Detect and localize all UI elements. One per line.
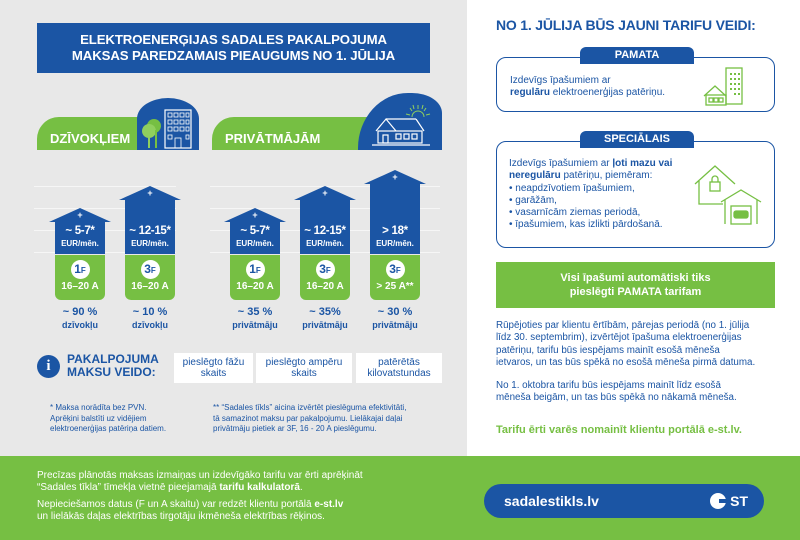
price-unit: EUR/mēn. [131,239,169,248]
footnote-connection: ** “Sadales tīkls” aicina izvērtēt pieslēguma efektivitāti, tā samazinot maksu par pakalpojumu. Lielākajai daļai privātmāju pietiek ar 3F, 16 - 20 A pieslēgumu. [213,403,407,433]
connection-box [55,255,105,300]
price-value: ~ 12-15* [304,225,346,237]
list-item: • neapdzīvotiem īpašumiem, [509,182,635,194]
connection-box [300,255,350,300]
apartment-building-trees-icon [137,98,199,150]
fee-chip-amperes: pieslēgto ampēru skaits [256,353,352,383]
plus-icon: + [392,172,398,182]
info-icon: i [37,355,60,378]
tariff-types-title: NO 1. JŪLIJA BŪS JAUNI TARIFU VEIDI: [496,17,756,33]
price-bar [230,222,280,254]
plus-icon: + [322,188,328,198]
phase-badge: 3F [141,260,160,279]
headline-line2: MAKSAS PAREDZAMAIS PIEAUGUMS NO 1. JŪLIJA [71,48,396,63]
price-value: ~ 12-15* [129,225,171,237]
list-item: • īpašumiem, kas izlikti pārdošanā. [509,219,663,231]
website-url[interactable]: sadalestikls.lv [504,493,599,509]
share-label: ~ 35 % privātmāju [232,306,278,330]
transition-paragraph: Rūpējoties par klientu ērtībām, pārejas periodā (no 1. jūlija līdz 30. septembrim), izvērtējot īpašuma elektroenerģijas patēriņu, tarifu būs iespējams mainīt esošā mēneša ietvaros, un tas būs spēkā no esošā mēneša pirmā datuma. [496,320,756,368]
st-logo-icon [710,493,726,509]
list-item: • garāžām, [509,194,557,206]
price-bar [125,200,175,254]
house-sun-icon [358,93,442,150]
connection-box [370,255,420,300]
share-label: ~ 35% privātmāju [302,306,348,330]
fee-types-title: PAKALPOJUMA MAKSU VEIDO: [67,352,159,379]
plus-icon: + [252,210,258,220]
price-value: ~ 5-7* [240,225,270,237]
price-unit: EUR/mēn. [376,239,414,248]
fee-chip-phases: pieslēgto fāžu skaits [174,353,253,383]
connection-box [230,255,280,300]
price-value: > 18* [382,225,408,237]
tariff-tab-specialais: SPECIĀLAIS [580,131,694,148]
plus-icon: + [77,210,83,220]
website-link[interactable] [484,484,764,518]
price-unit: EUR/mēn. [236,239,274,248]
price-bar [55,222,105,254]
price-value: ~ 5-7* [65,225,95,237]
locked-house-garage-icon [693,160,765,235]
share-label: ~ 30 % privātmāju [372,306,418,330]
house-and-building-icon [702,64,748,115]
plus-icon: + [147,188,153,198]
list-item: • vasarnīcām ziemas periodā, [509,207,641,219]
phase-badge: 3F [316,260,335,279]
tariff-calculator-link[interactable]: tarifu kalkulatorā [219,481,300,493]
st-logo: ST [710,493,748,509]
price-unit: EUR/mēn. [306,239,344,248]
amps-value: > 25 A** [376,281,414,292]
headline-line1: ELEKTROENERĢIJAS SADALES PAKALPOJUMA [80,32,387,47]
headline-box [37,23,430,73]
price-bar [370,184,420,254]
share-label: ~ 10 % dzīvokļu [131,306,168,330]
october-paragraph: No 1. oktobra tarifu būs iespējams mainīt līdz esošā mēneša beigām, un tas būs spēkā no nākamā mēneša. [496,380,737,404]
phase-badge: 1F [246,260,265,279]
price-bar [300,200,350,254]
portal-note: Tarifu ērti varēs nomainīt klientu portālā e-st.lv. [496,424,742,436]
e-st-link[interactable]: e-st.lv [314,499,344,510]
footer-calculator-text: Precīzas plānotās maksas izmaiņas un izdevīgāko tarifu var ērti aprēķināt “Sadales tīkla” tīmekļa vietnē pieejamajā tarifu kalkulatorā. [37,470,363,493]
amps-value: 16–20 A [236,281,274,292]
share-label: ~ 90 % dzīvokļu [61,306,98,330]
fee-chip-kwh: patērētās kilovatstundas [356,353,442,383]
category-label: DZĪVOKĻIEM [50,131,131,146]
tariff-desc-pamata: Izdevīgs īpašumiem ar regulāru elektroenerģijas patēriņu. [510,75,666,99]
amps-value: 16–20 A [306,281,344,292]
phase-badge: 1F [71,260,90,279]
phase-badge: 3F [386,260,405,279]
price-unit: EUR/mēn. [61,239,99,248]
category-label: PRIVĀTMĀJĀM [225,131,321,146]
footnote-vat: * Maksa norādīta bez PVN. Aprēķini balstīti uz vidējiem elektroenerģijas patēriņa datiem. [50,403,167,433]
amps-value: 16–20 A [61,281,99,292]
auto-tariff-banner: Visi īpašumi automātiski tiks pieslēgti PAMATA tarifam [496,262,775,308]
footer-portal-text: Nepieciešamos datus (F un A skaitu) var redzēt klientu portālā e-st.lv un lielākās daļas elektrības tirgotāju ikmēneša elektrības rēķinos. [37,499,344,522]
tariff-tab-pamata: PAMATA [580,47,694,64]
connection-box [125,255,175,300]
amps-value: 16–20 A [131,281,169,292]
tariff-desc-specialais: Izdevīgs īpašumiem ar ļoti mazu vai neregulāru patēriņu, piemēram: • neapdzīvotiem īpašumiem, • garāžām, • vasarnīcām ziemas periodā, • īpašumiem, kas izlikti pārdošanā. [509,158,673,231]
